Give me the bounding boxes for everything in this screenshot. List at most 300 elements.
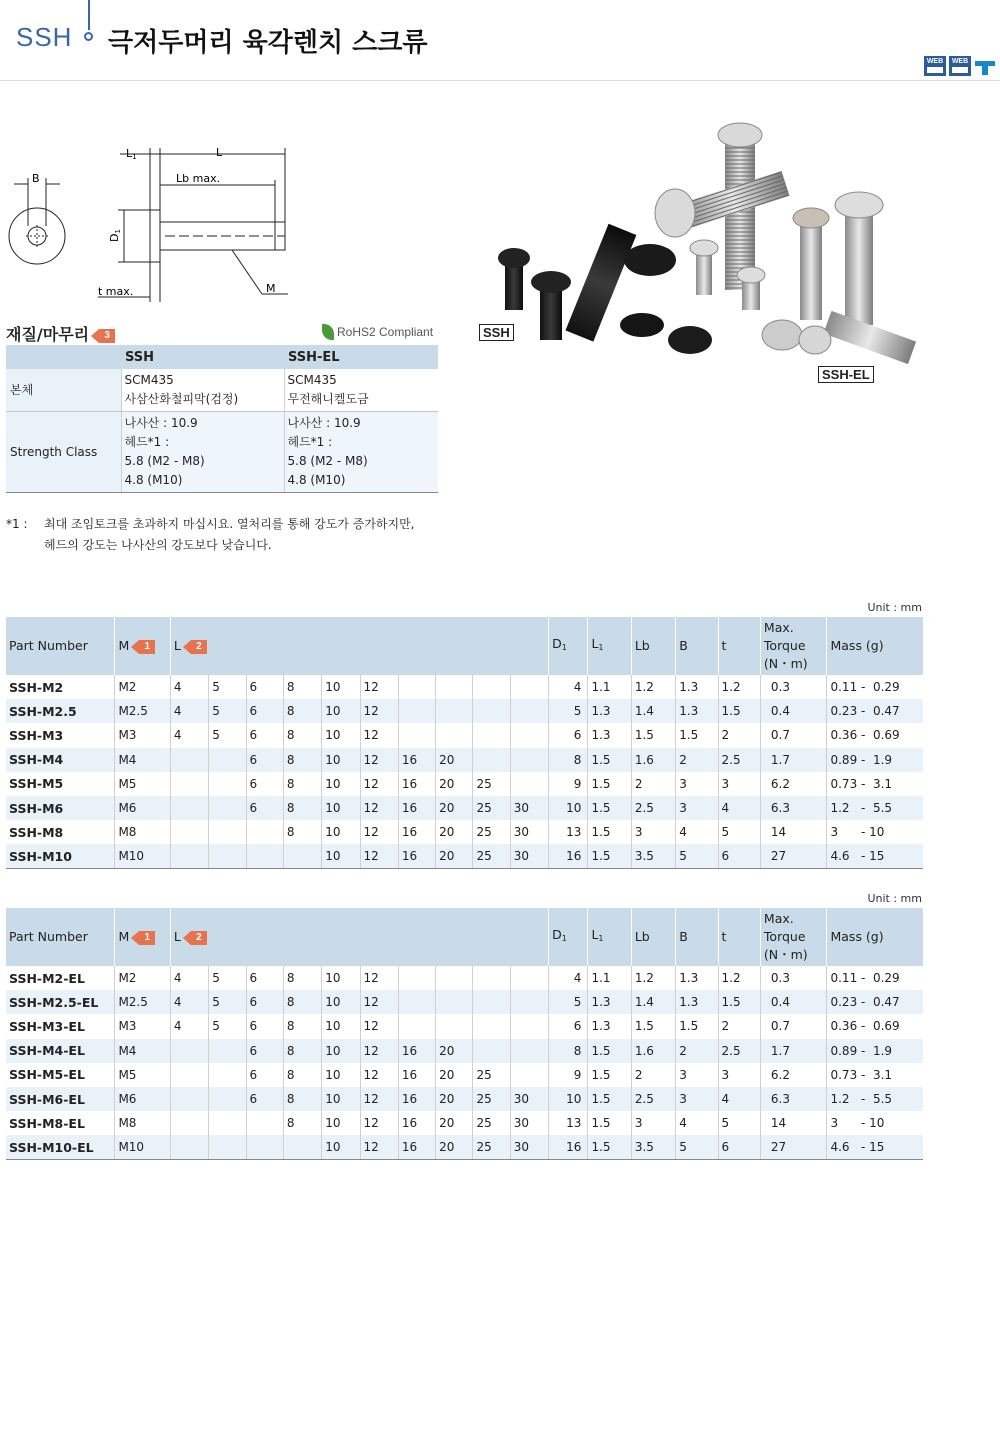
part-number-cell[interactable]: SSH-M2-EL (9, 970, 85, 986)
material-heading (6, 322, 115, 345)
mat-line: 4.8 (M10) (124, 473, 183, 487)
mass-cell: 3 - 10 (827, 820, 923, 844)
length-cell: 12 (360, 772, 398, 796)
header-line-decoration (88, 0, 90, 30)
page-title: 극저두머리 육각렌치 스크류 (108, 28, 428, 58)
length-cell (473, 748, 510, 772)
length-cell: 16 (398, 844, 435, 868)
l1-cell: 1.5 (588, 820, 631, 844)
length-cell: 5 (209, 966, 246, 990)
m-cell: M2.5 (115, 990, 170, 1014)
length-cell: 8 (283, 990, 321, 1014)
mass-cell: 4.6 - 15 (827, 844, 923, 868)
m-cell: M2 (115, 966, 170, 990)
length-cell: 8 (283, 820, 321, 844)
length-cell: 25 (473, 796, 510, 820)
length-cell: 8 (283, 772, 321, 796)
length-cell (510, 723, 548, 747)
length-cell (436, 966, 473, 990)
d1-cell: 9 (549, 1063, 588, 1087)
length-cell (510, 1014, 548, 1038)
col-header-l1-text: L (591, 636, 599, 651)
d1-cell: 10 (549, 1087, 588, 1111)
length-cell: 8 (283, 796, 321, 820)
length-cell: 5 (209, 723, 246, 747)
note-badge[interactable]: 3 (99, 329, 115, 343)
length-cell: 5 (209, 990, 246, 1014)
length-cell: 30 (510, 1135, 548, 1159)
m-cell: M2.5 (115, 699, 170, 723)
head-end-view (9, 208, 65, 264)
torque-cell: 1.7 (760, 748, 827, 772)
length-cell (510, 748, 548, 772)
lb-cell: 1.6 (631, 1039, 675, 1063)
dim-label-l: L (216, 146, 223, 159)
length-cell: 12 (360, 844, 398, 868)
length-cell (209, 796, 246, 820)
length-cell (209, 1135, 246, 1159)
length-cell (510, 966, 548, 990)
mass-cell: 0.36 - 0.69 (827, 723, 923, 747)
l1-cell: 1.5 (588, 1087, 631, 1111)
length-cell: 16 (398, 748, 435, 772)
length-cell (473, 675, 510, 699)
length-cell: 20 (436, 1111, 473, 1135)
length-cell: 6 (246, 990, 283, 1014)
mass-cell: 0.11 - 0.29 (827, 675, 923, 699)
unit-label: Unit : mm (867, 892, 922, 905)
length-cell: 4 (170, 990, 208, 1014)
length-cell: 20 (436, 748, 473, 772)
length-cell: 6 (246, 1063, 283, 1087)
length-cell: 25 (473, 1063, 510, 1087)
length-cell: 12 (360, 748, 398, 772)
t-cell: 1.5 (718, 699, 760, 723)
mass-cell: 0.73 - 3.1 (827, 772, 923, 796)
length-cell: 12 (360, 1063, 398, 1087)
length-cell: 10 (322, 966, 360, 990)
length-cell: 4 (170, 966, 208, 990)
length-cell: 10 (322, 796, 360, 820)
d1-cell: 4 (549, 675, 588, 699)
table-row[interactable] (6, 1039, 923, 1063)
length-cell (170, 1087, 208, 1111)
rohs-text: RoHS2 Compliant (337, 325, 434, 339)
length-cell (398, 1014, 435, 1038)
l1-cell: 1.1 (588, 966, 631, 990)
mat-line: 헤드*1 : (287, 435, 333, 449)
length-cell: 10 (322, 844, 360, 868)
b-cell: 3 (676, 796, 718, 820)
length-cell: 12 (360, 1111, 398, 1135)
torque-cell: 1.7 (760, 1039, 827, 1063)
length-cell: 12 (360, 1135, 398, 1159)
length-cell: 12 (360, 966, 398, 990)
length-cell (398, 675, 435, 699)
length-cell: 25 (473, 1087, 510, 1111)
part-number-cell[interactable]: SSH-M3-EL (9, 1018, 85, 1034)
col-header-l1 (588, 908, 631, 966)
length-cell (209, 820, 246, 844)
b-cell: 2 (676, 748, 718, 772)
col-header-mass: Mass (g) (827, 908, 923, 966)
lb-cell: 1.4 (631, 990, 675, 1014)
length-cell: 6 (246, 723, 283, 747)
length-cell (209, 772, 246, 796)
b-cell: 1.3 (676, 675, 718, 699)
length-cell: 4 (170, 699, 208, 723)
t-cell: 1.5 (718, 990, 760, 1014)
product-code: SSH (16, 22, 73, 52)
mat-line: 4.8 (M10) (287, 473, 346, 487)
m-cell: M6 (115, 1087, 170, 1111)
m-cell: M4 (115, 1039, 170, 1063)
d1-cell: 16 (549, 844, 588, 868)
torque-cell: 27 (760, 844, 827, 868)
col-header-m (115, 617, 170, 675)
t-cell: 3 (718, 1063, 760, 1087)
part-number-cell[interactable]: SSH-M2.5 (6, 699, 115, 723)
length-cell: 6 (246, 772, 283, 796)
lb-cell: 1.6 (631, 748, 675, 772)
part-number-cell[interactable]: SSH-M6 (6, 796, 115, 820)
length-cell (170, 748, 208, 772)
d1-cell: 13 (549, 820, 588, 844)
t-cell: 5 (718, 1111, 760, 1135)
length-cell: 8 (283, 1087, 321, 1111)
length-cell: 8 (283, 1111, 321, 1135)
length-cell (398, 699, 435, 723)
mass-cell: 4.6 - 15 (827, 1135, 923, 1159)
mat-line: 사삼산화철피막(검정) (124, 392, 239, 406)
part-number-cell[interactable]: SSH-M8-EL (9, 1115, 85, 1131)
table-row[interactable] (6, 748, 923, 772)
length-cell (510, 990, 548, 1014)
l1-cell: 1.5 (588, 1063, 631, 1087)
length-cell (209, 844, 246, 868)
part-number-cell[interactable]: SSH-M10 (6, 844, 115, 868)
mass-cell: 0.23 - 0.47 (827, 990, 923, 1014)
torque-cell: 14 (760, 820, 827, 844)
length-cell: 12 (360, 699, 398, 723)
dim-label-d1: D1 (108, 229, 122, 242)
col-header-lb: Lb (631, 617, 675, 675)
dim-label-b: B (32, 172, 40, 185)
torque-cell: 6.3 (760, 796, 827, 820)
lb-cell: 1.4 (631, 699, 675, 723)
length-cell (170, 1111, 208, 1135)
unit-label: Unit : mm (867, 601, 922, 614)
table-row[interactable] (6, 723, 923, 747)
col-header-m (115, 908, 170, 966)
l1-cell: 1.3 (588, 990, 631, 1014)
length-cell: 20 (436, 1063, 473, 1087)
mass-cell: 1.2 - 5.5 (827, 796, 923, 820)
mat-line: 나사산 : 10.9 (287, 416, 361, 430)
length-cell: 20 (436, 1087, 473, 1111)
length-cell: 8 (283, 675, 321, 699)
length-cell (510, 1039, 548, 1063)
length-cell: 30 (510, 1087, 548, 1111)
note-badge[interactable]: 2 (191, 640, 207, 654)
length-cell: 8 (283, 1014, 321, 1038)
m-cell: M10 (115, 844, 170, 868)
spec-table (6, 617, 923, 869)
mat-line: 5.8 (M2 - M8) (287, 454, 368, 468)
m-cell: M10 (115, 1135, 170, 1159)
mat-row-label: 본체 (6, 369, 121, 412)
photo-label-ssh-el: SSH-EL (818, 366, 874, 383)
b-cell: 1.5 (676, 1014, 718, 1038)
photo-label-ssh: SSH (479, 324, 514, 341)
col-header-m-text: M (118, 638, 130, 653)
dim-label-l1: L1 (126, 147, 137, 161)
web-icon[interactable] (924, 56, 946, 76)
tool-icon[interactable] (974, 56, 996, 76)
length-cell: 16 (398, 1063, 435, 1087)
length-cell (246, 820, 283, 844)
length-cell: 6 (246, 699, 283, 723)
length-cell: 20 (436, 796, 473, 820)
length-cell (436, 990, 473, 1014)
b-cell: 5 (676, 844, 718, 868)
d1-cell: 9 (549, 772, 588, 796)
length-cell: 30 (510, 796, 548, 820)
header-icons (924, 56, 996, 76)
length-cell: 30 (510, 820, 548, 844)
dim-label-t: t max. (98, 285, 134, 298)
length-cell (209, 1111, 246, 1135)
torque-cell: 14 (760, 1111, 827, 1135)
length-cell (283, 1135, 321, 1159)
leaf-icon (322, 324, 334, 340)
col-header-d1-sub: 1 (561, 934, 567, 943)
material-heading-text: 재질/마무리 (6, 325, 90, 344)
dim-label-m: M (266, 282, 276, 295)
length-cell (398, 990, 435, 1014)
mat-header-ssh: SSH (121, 345, 284, 369)
length-cell (170, 1135, 208, 1159)
length-cell: 12 (360, 1087, 398, 1111)
table-row[interactable] (6, 844, 923, 868)
b-cell: 1.3 (676, 990, 718, 1014)
length-cell: 10 (322, 723, 360, 747)
col-header-torque (760, 617, 827, 675)
l1-cell: 1.5 (588, 1135, 631, 1159)
torque-cell: 6.2 (760, 1063, 827, 1087)
torque-cell: 0.3 (760, 675, 827, 699)
part-number-cell[interactable]: SSH-M10-EL (6, 1135, 115, 1159)
mat-line: SCM435 (124, 373, 174, 387)
technical-drawing (0, 140, 300, 310)
t-cell: 3 (718, 772, 760, 796)
part-number-cell[interactable]: SSH-M5 (9, 776, 64, 792)
mass-cell: 0.36 - 0.69 (827, 1014, 923, 1038)
d1-cell: 4 (549, 966, 588, 990)
col-header-part-number: Part Number (6, 617, 115, 675)
mass-cell: 0.89 - 1.9 (827, 1039, 923, 1063)
length-cell (398, 966, 435, 990)
length-cell (473, 723, 510, 747)
product-photo (480, 110, 950, 390)
l1-cell: 1.5 (588, 796, 631, 820)
mass-cell: 0.73 - 3.1 (827, 1063, 923, 1087)
length-cell (398, 723, 435, 747)
table-row[interactable] (6, 1111, 923, 1135)
length-cell (473, 699, 510, 723)
m-cell: M6 (115, 796, 170, 820)
note-badge[interactable]: 2 (191, 931, 207, 945)
part-number-cell[interactable]: SSH-M8 (9, 824, 64, 840)
torque-cell: 0.4 (760, 699, 827, 723)
length-cell: 6 (246, 1087, 283, 1111)
web-icon-label: WEB (951, 58, 969, 65)
part-number-cell[interactable]: SSH-M2 (9, 679, 64, 695)
length-cell: 6 (246, 1014, 283, 1038)
lb-cell: 3.5 (631, 844, 675, 868)
lb-cell: 1.5 (631, 723, 675, 747)
table-row[interactable] (6, 1014, 923, 1038)
col-header-part-number: Part Number (6, 908, 115, 966)
col-header-l1-text: L (591, 927, 599, 942)
length-cell (510, 772, 548, 796)
length-cell: 12 (360, 796, 398, 820)
part-number-cell[interactable]: SSH-M2.5-EL (6, 990, 115, 1014)
length-cell (246, 844, 283, 868)
table-row[interactable] (6, 699, 923, 723)
mat-header-ssh-el: SSH-EL (284, 345, 438, 369)
note-badge[interactable]: 1 (139, 640, 155, 654)
m-cell: M8 (115, 1111, 170, 1135)
length-cell (436, 1014, 473, 1038)
note-badge[interactable]: 1 (139, 931, 155, 945)
length-cell (283, 844, 321, 868)
length-cell (170, 844, 208, 868)
length-cell (510, 1063, 548, 1087)
length-cell: 4 (170, 723, 208, 747)
length-cell: 16 (398, 772, 435, 796)
col-header-d1-text: D (552, 927, 562, 942)
col-header-t: t (718, 908, 760, 966)
header-circle-decoration (84, 32, 93, 41)
part-number-cell[interactable]: SSH-M3 (9, 727, 64, 743)
d1-cell: 16 (549, 1135, 588, 1159)
length-cell: 20 (436, 844, 473, 868)
col-header-l (170, 908, 548, 966)
l1-cell: 1.3 (588, 723, 631, 747)
b-cell: 3 (676, 1063, 718, 1087)
part-number-cell[interactable]: SSH-M5-EL (9, 1067, 85, 1083)
t-cell: 1.2 (718, 675, 760, 699)
mass-cell: 0.23 - 0.47 (827, 699, 923, 723)
table-row[interactable] (6, 772, 923, 796)
length-cell: 20 (436, 820, 473, 844)
l1-cell: 1.3 (588, 1014, 631, 1038)
l1-cell: 1.5 (588, 748, 631, 772)
torque-line: (N・m) (763, 947, 808, 962)
part-number-cell[interactable]: SSH-M4 (6, 748, 115, 772)
length-cell: 12 (360, 675, 398, 699)
torque-line: Max. (763, 620, 794, 635)
b-cell: 1.3 (676, 966, 718, 990)
torque-cell: 0.3 (760, 966, 827, 990)
length-cell: 12 (360, 1014, 398, 1038)
length-cell: 12 (360, 820, 398, 844)
table-row[interactable] (6, 1087, 923, 1111)
length-cell (246, 1111, 283, 1135)
table-row[interactable] (6, 990, 923, 1014)
b-cell: 4 (676, 820, 718, 844)
length-cell: 10 (322, 1111, 360, 1135)
part-number-cell[interactable]: SSH-M6-EL (6, 1087, 115, 1111)
d1-cell: 8 (549, 1039, 588, 1063)
length-cell (436, 723, 473, 747)
length-cell: 10 (322, 699, 360, 723)
col-header-b: B (676, 617, 718, 675)
length-cell (510, 699, 548, 723)
length-cell: 10 (322, 1087, 360, 1111)
length-cell: 5 (209, 1014, 246, 1038)
length-cell: 12 (360, 1039, 398, 1063)
d1-cell: 6 (549, 723, 588, 747)
web-icon[interactable] (949, 56, 971, 76)
torque-cell: 27 (760, 1135, 827, 1159)
length-cell: 10 (322, 748, 360, 772)
table-row[interactable] (6, 1135, 923, 1159)
torque-cell: 6.2 (760, 772, 827, 796)
mat-line: 무전해니켈도금 (287, 392, 369, 406)
length-cell: 10 (322, 1063, 360, 1087)
torque-cell: 0.7 (760, 1014, 827, 1038)
t-cell: 4 (718, 796, 760, 820)
length-cell: 5 (209, 675, 246, 699)
l1-cell: 1.5 (588, 844, 631, 868)
t-cell: 5 (718, 820, 760, 844)
mass-cell: 0.11 - 0.29 (827, 966, 923, 990)
length-cell: 10 (322, 1014, 360, 1038)
l1-cell: 1.3 (588, 699, 631, 723)
length-cell: 8 (283, 699, 321, 723)
table-row[interactable] (6, 1063, 923, 1087)
l1-cell: 1.5 (588, 1111, 631, 1135)
length-cell: 10 (322, 772, 360, 796)
table-row[interactable] (6, 966, 923, 990)
length-cell: 4 (170, 675, 208, 699)
col-header-l1-sub: 1 (598, 643, 604, 652)
table-row[interactable] (6, 796, 923, 820)
m-cell: M3 (115, 1014, 170, 1038)
length-cell: 8 (283, 966, 321, 990)
length-cell: 10 (322, 820, 360, 844)
length-cell (170, 796, 208, 820)
part-number-cell[interactable]: SSH-M4-EL (6, 1039, 115, 1063)
footnote-marker: *1 : (6, 517, 28, 531)
length-cell: 10 (322, 1135, 360, 1159)
col-header-l-text: L (173, 929, 181, 944)
lb-cell: 3.5 (631, 1135, 675, 1159)
b-cell: 5 (676, 1135, 718, 1159)
mat-line: 헤드*1 : (124, 435, 170, 449)
length-cell (436, 699, 473, 723)
t-cell: 2 (718, 1014, 760, 1038)
m-cell: M3 (115, 723, 170, 747)
length-cell (246, 1135, 283, 1159)
length-cell: 16 (398, 1039, 435, 1063)
table-row[interactable] (6, 675, 923, 699)
b-cell: 3 (676, 772, 718, 796)
table-row[interactable] (6, 820, 923, 844)
length-cell (170, 1039, 208, 1063)
